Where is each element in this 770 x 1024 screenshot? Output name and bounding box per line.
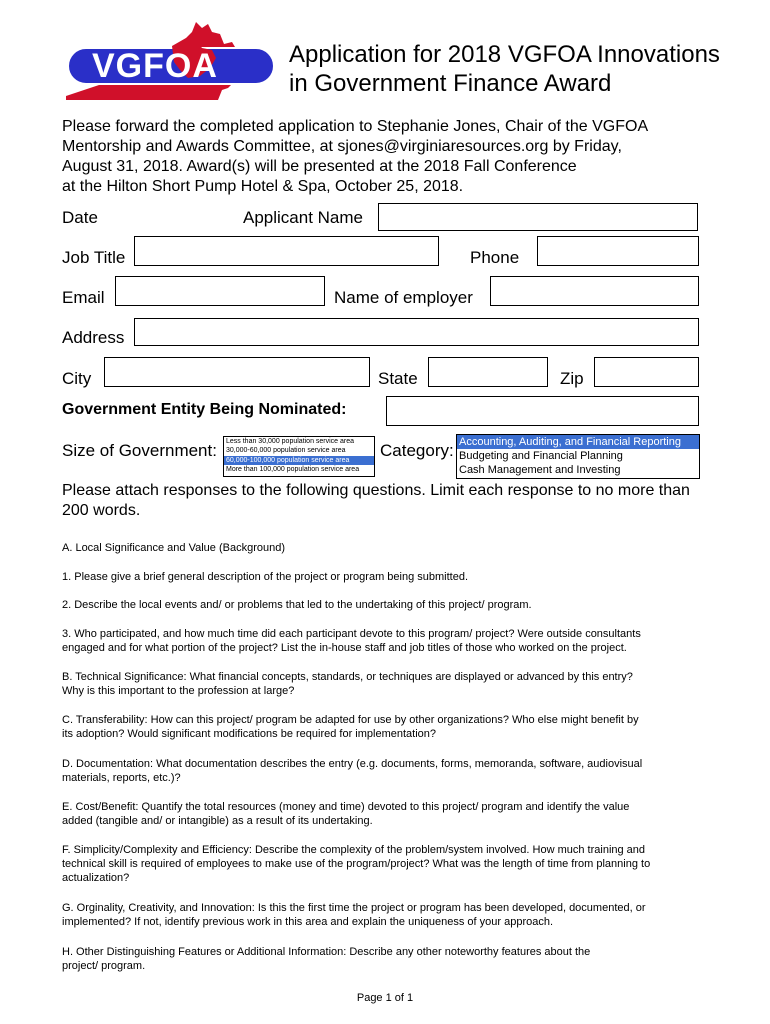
applicant-name-input[interactable]: [378, 203, 698, 231]
question-c: [62, 713, 752, 741]
state-input[interactable]: [428, 357, 548, 387]
question-3: [62, 627, 752, 655]
question-line: actualization?: [62, 872, 130, 884]
entity-input[interactable]: [386, 396, 699, 426]
question-2: [62, 598, 752, 612]
intro-line: Please forward the completed application to Stephanie Jones, Chair of the VGFOA: [62, 118, 649, 135]
category-listbox[interactable]: [456, 434, 700, 479]
question-line: D. Documentation: What documentation describes the entry (e.g. documents, forms, memoranda, software, audiovisual: [62, 758, 643, 770]
page-number: Page 1 of 1: [356, 992, 414, 1004]
size-option-selected[interactable]: 60,000-100,000 population service area: [224, 456, 374, 465]
employer-input[interactable]: [490, 276, 699, 306]
phone-input[interactable]: [537, 236, 699, 266]
question-line: technical skill is required of employees to make use of the program/project? What was the length of time from planning to: [62, 858, 651, 870]
question-line: added (tangible and/ or intangible) as a result of its undertaking.: [62, 815, 373, 827]
applicant-name-label: Applicant Name: [243, 208, 364, 227]
email-input[interactable]: [115, 276, 325, 306]
intro-line: at the Hilton Short Pump Hotel & Spa, October 25, 2018.: [62, 178, 464, 195]
category-option[interactable]: Budgeting and Financial Planning: [459, 450, 623, 462]
job-title-input[interactable]: [134, 236, 439, 266]
question-line: its adoption? Would significant modifications be required for implementation?: [62, 728, 437, 740]
state-label: State: [378, 369, 418, 388]
size-label: Size of Government:: [62, 441, 217, 460]
question-line: Why is this important to the profession at large?: [62, 685, 295, 697]
title-line-2: in Government Finance Award: [289, 70, 612, 97]
attach-line: Please attach responses to the following questions. Limit each response to no more than: [62, 482, 690, 499]
vgfoa-logo: [62, 18, 282, 103]
question-line: implemented? If not, identify previous work in this area and explain the uniqueness of your approach.: [62, 916, 554, 928]
employer-label: Name of employer: [334, 288, 473, 307]
page-title: [289, 40, 759, 98]
category-option[interactable]: Cash Management and Investing: [459, 464, 621, 476]
date-label: Date: [62, 208, 98, 227]
question-line: 3. Who participated, and how much time did each participant devote to this program/ project? Were outside consultants: [62, 628, 641, 640]
phone-label: Phone: [470, 248, 520, 267]
intro-paragraph: [62, 117, 742, 197]
attach-instructions: [62, 481, 762, 521]
entity-label: Government Entity Being Nominated:: [62, 401, 347, 418]
title-line-1: Application for 2018 VGFOA Innovations: [289, 41, 720, 68]
question-h: [62, 945, 752, 973]
zip-label: Zip: [560, 369, 584, 388]
size-option[interactable]: More than 100,000 population service area: [226, 465, 360, 473]
question-line: 2. Describe the local events and/ or problems that led to the undertaking of this project/ program.: [62, 599, 532, 611]
category-option-selected[interactable]: Accounting, Auditing, and Financial Reporting: [457, 435, 699, 449]
question-line: engaged and for what portion of the project? List the in-house staff and job titles of those who worked on the project.: [62, 642, 627, 654]
question-line: B. Technical Significance: What financial concepts, standards, or techniques are displayed or advanced by this entry?: [62, 671, 633, 683]
address-input[interactable]: [134, 318, 699, 346]
question-d: [62, 757, 752, 785]
size-option[interactable]: 30,000-60,000 population service area: [226, 447, 346, 455]
city-label: City: [62, 369, 92, 388]
question-line: E. Cost/Benefit: Quantify the total resources (money and time) devoted to this project/ program and identify the value: [62, 801, 630, 813]
question-line: 1. Please give a brief general description of the project or program being submitted.: [62, 571, 469, 583]
logo-text: VGFOA: [92, 47, 218, 85]
question-line: project/ program.: [62, 960, 146, 972]
city-input[interactable]: [104, 357, 370, 387]
question-e: [62, 800, 752, 828]
question-1: [62, 570, 752, 584]
question-line: C. Transferability: How can this project/ program be adapted for use by other organizations? Who else might benefit by: [62, 714, 639, 726]
job-title-label: Job Title: [62, 248, 126, 267]
intro-line: August 31, 2018. Award(s) will be presented at the 2018 Fall Conference: [62, 158, 577, 175]
address-label: Address: [62, 328, 125, 347]
question-line: A. Local Significance and Value (Background): [62, 542, 285, 554]
size-listbox[interactable]: [223, 436, 375, 477]
question-a: [62, 541, 752, 555]
question-line: F. Simplicity/Complexity and Efficiency: Describe the complexity of the problem/system involved. How much training and: [62, 844, 646, 856]
question-line: G. Orginality, Creativity, and Innovation: Is this the first time the project or program has been developed, documented, or: [62, 902, 646, 914]
zip-input[interactable]: [594, 357, 699, 387]
question-line: H. Other Distinguishing Features or Additional Information: Describe any other noteworthy features about the: [62, 946, 591, 958]
attach-line: 200 words.: [62, 502, 141, 519]
question-g: [62, 901, 752, 929]
question-f: [62, 843, 752, 885]
category-label: Category:: [380, 441, 454, 460]
question-b: [62, 670, 752, 698]
intro-line: Mentorship and Awards Committee, at sjones@virginiaresources.org by Friday,: [62, 138, 622, 155]
email-label: Email: [62, 288, 105, 307]
question-line: materials, reports, etc.)?: [62, 772, 181, 784]
size-option[interactable]: Less than 30,000 population service area: [226, 438, 355, 445]
